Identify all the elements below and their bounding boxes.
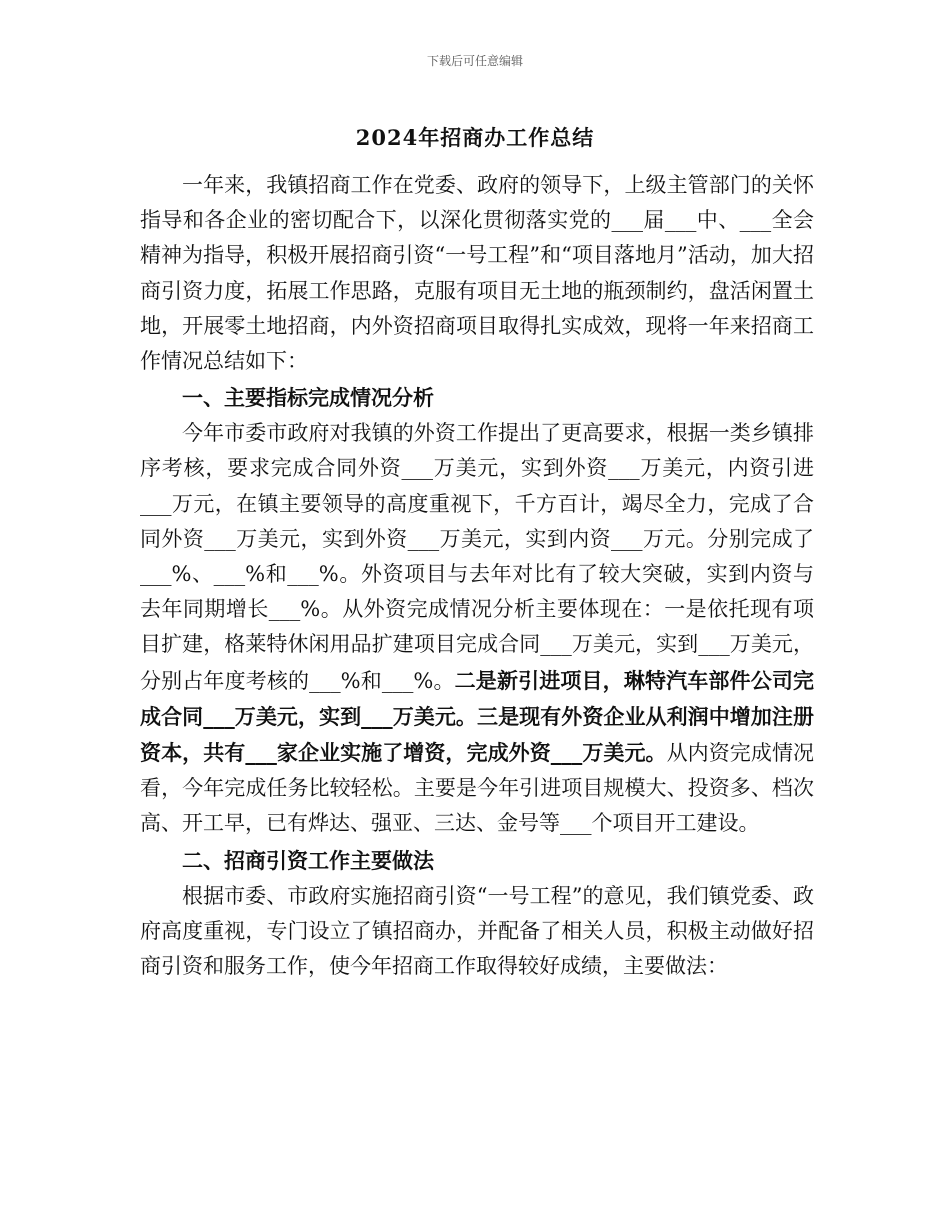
indicators-text: 今年市委市政府对我镇的外资工作提出了更高要求，根据一类乡镇排序考核，要求完成合同外资___万美元，实到外资___万美元，内资引进___万元，在镇主要领导的高度重视下，千方百计，竭尽全力，完成了合同外资___万美元，实到外资___万美元，实到内资___万元。分别完成了___%、___%和___%。外资项目与去年对比有了较大突破，实到内资与去年同期增长___%。从外资完成情况分析主要体现在：一是依托现有项目扩建，格莱特休闲用品扩建项目完成合同___万美元，实到___万美元，分别占年度考核的___%和___%。 — [140, 421, 814, 693]
indicators-paragraph — [140, 416, 814, 841]
section-heading-1: 一、主要指标完成情况分析 — [182, 385, 434, 411]
section-heading-2: 二、招商引资工作主要做法 — [182, 847, 434, 873]
document-title: 2024年招商办工作总结 — [355, 125, 595, 150]
intro-paragraph: 一年来，我镇招商工作在党委、政府的领导下，上级主管部门的关怀指导和各企业的密切配合下，以深化贯彻落实党的___届___中、___全会精神为指导，积极开展招商引资“一号工程”和“项目落地月”活动，加大招商引资力度，拓展工作思路，克服有项目无土地的瓶颈制约，盘活闲置土地，开展零土地招商，内外资招商项目取得扎实成效，现将一年来招商工作情况总结如下： — [140, 173, 814, 374]
indicators-tail-text: 从内资完成情况看，今年完成任务比较轻松。主要是今年引进项目规模大、投资多、档次高、开工早，已有烨达、强亚、三达、金号等___个项目开工建设。 — [140, 741, 815, 836]
indicators-bold-text: 二是新引进项目，琳特汽车部件公司完成合同___万美元，实到___万美元。三是现有外资企业从利润中增加注册资本，共有___家企业实施了增资，完成外资___万美元。 — [140, 667, 814, 766]
page-header: 下载后可任意编辑 — [426, 54, 523, 68]
document-body — [140, 168, 814, 984]
methods-paragraph: 根据市委、市政府实施招商引资“一号工程”的意见，我们镇党委、政府高度重视，专门设立了镇招商办，并配备了相关人员，积极主动做好招商引资和服务工作，使今年招商工作取得较好成绩，主要做法： — [140, 883, 814, 979]
